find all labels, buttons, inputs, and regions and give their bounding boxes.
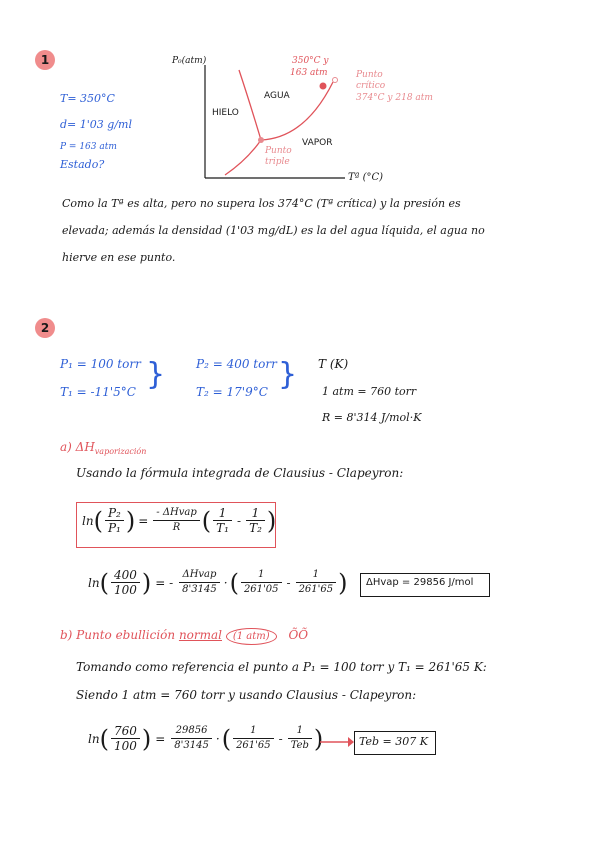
y-axis-label: P₀(atm) [172, 56, 207, 66]
fusion-curve [239, 70, 261, 140]
f-inv-t2: $\frac{1}{\text{T₂}}$ [246, 506, 265, 535]
region-water: AGUA [264, 91, 290, 101]
s-ln: ln [88, 575, 100, 590]
part-a-heading-main: a) ΔH [60, 440, 95, 454]
data-p1: P₁ = 100 torr [60, 357, 141, 371]
triple-label-1: Punto [265, 146, 292, 156]
e-pressure-ratio: $\frac{760}{100}$ [111, 724, 140, 753]
s-dh-over-r: $\frac{\text{ΔHvap}}{8'3145}$ [179, 568, 220, 597]
s-paren2-close: ) [338, 568, 348, 597]
data-p2: P₂ = 400 torr [196, 357, 277, 371]
region-vapor: VAPOR [302, 138, 333, 148]
f-equals: = [138, 513, 149, 528]
critical-label-1: Punto [356, 70, 383, 80]
data-t1: T₁ = -11'5°C [60, 385, 136, 399]
problem-1-badge: 1 [35, 50, 55, 70]
part-b-line-1: Tomando como referencia el punto a P₁ = 100 torr y T₁ = 261'65 K: [76, 660, 487, 674]
f-paren2-open: ( [201, 506, 212, 535]
answer-line-1: Como la Tª es alta, pero no supera los 374°C (Tª crítica) y la presión es [62, 197, 461, 210]
part-a-result: ΔHvap = 29856 J/mol [366, 577, 474, 588]
e-paren2-open: ( [221, 724, 232, 753]
data-brace-1: } [146, 357, 166, 392]
state-point-label-1: 350°C y [292, 56, 329, 66]
s-inv-t1: $\frac{1}{261'05}$ [241, 568, 282, 597]
part-b-heading-paren: (1 atm) [226, 628, 277, 645]
s-pressure-ratio: $\frac{400}{100}$ [111, 568, 140, 597]
given-temperature: T= 350°C [60, 92, 115, 105]
substitution-equation [88, 568, 348, 597]
given-pressure: P = 163 atm [60, 142, 117, 152]
data-atm: 1 atm = 760 torr [322, 385, 417, 398]
f-inv-t1: $\frac{1}{\text{T₁}}$ [213, 506, 232, 535]
data-t2: T₂ = 17'9°C [196, 385, 268, 399]
e-paren-close: ) [141, 724, 152, 753]
data-tk: T (K) [318, 357, 349, 371]
part-b-doodle: ÕÕ [288, 628, 309, 642]
triple-label-2: triple [265, 157, 290, 167]
f-paren-open: ( [93, 506, 103, 535]
f-paren2-close: ) [266, 506, 277, 535]
problem-2-badge: 2 [35, 318, 55, 338]
e-ln: ln [88, 731, 100, 746]
f-pressure-ratio: $\frac{\text{P₂}}{\text{P₁}}$ [105, 506, 124, 535]
s-paren2-open: ( [229, 568, 239, 597]
part-b-result: Teb = 307 K [359, 735, 428, 748]
given-question: Estado? [60, 158, 105, 171]
phase-diagram [195, 60, 445, 190]
clausius-formula [82, 506, 276, 535]
part-b-heading [60, 628, 308, 645]
f-paren-close: ) [125, 506, 136, 535]
data-brace-2: } [278, 357, 298, 392]
x-axis-label: Tª (°C) [348, 172, 384, 183]
s-dot: · [223, 575, 228, 590]
e-dh-over-r: $\frac{29856}{8'3145}$ [171, 724, 212, 753]
s-equals: = - [155, 575, 174, 590]
critical-label-3: 374°C y 218 atm [356, 93, 433, 103]
triple-point-dot [258, 137, 264, 143]
critical-label-2: crítico [356, 81, 386, 91]
final-equation [88, 724, 323, 753]
state-point-dot [320, 83, 327, 90]
e-paren-open: ( [99, 724, 109, 753]
e-inv-t1: $\frac{1}{261'65}$ [233, 724, 274, 753]
given-density: d= 1'03 g/ml [60, 118, 132, 131]
answer-line-2: elevada; además la densidad (1'03 mg/dL) es la del agua líquida, el agua no [62, 224, 485, 237]
s-minus: - [286, 575, 291, 590]
e-minus: - [278, 731, 283, 746]
part-b-heading-main: b) Punto ebullición [60, 628, 176, 642]
s-paren-close: ) [141, 568, 152, 597]
s-paren-open: ( [99, 568, 109, 597]
region-ice: HIELO [212, 108, 239, 118]
s-inv-t2: $\frac{1}{261'65}$ [296, 568, 337, 597]
part-a-heading [60, 440, 146, 456]
f-minus: - [237, 513, 242, 528]
data-r: R = 8'314 J/mol·K [322, 411, 422, 424]
answer-line-3: hierve en ese punto. [62, 251, 176, 264]
f-ln: ln [82, 513, 94, 528]
f-dh-over-r: $\frac{\text{- ΔHvap}}{R}$ [153, 506, 200, 535]
part-b-line-2: Siendo 1 atm = 760 torr y usando Clausius - Clapeyron: [76, 688, 417, 702]
state-point-label-2: 163 atm [290, 68, 328, 78]
e-paren2-close: ) [313, 724, 324, 753]
part-a-heading-sub: vaporización [94, 447, 147, 456]
critical-point-dot [333, 78, 338, 83]
e-equals: = [155, 731, 166, 746]
part-b-heading-normal: normal [178, 628, 222, 642]
sublimation-curve [225, 140, 261, 175]
e-dot: · [215, 731, 220, 746]
result-arrow [320, 736, 354, 748]
e-inv-teb: $\frac{1}{\text{Teb}}$ [288, 724, 312, 753]
part-a-intro: Usando la fórmula integrada de Clausius - Clapeyron: [76, 466, 404, 480]
